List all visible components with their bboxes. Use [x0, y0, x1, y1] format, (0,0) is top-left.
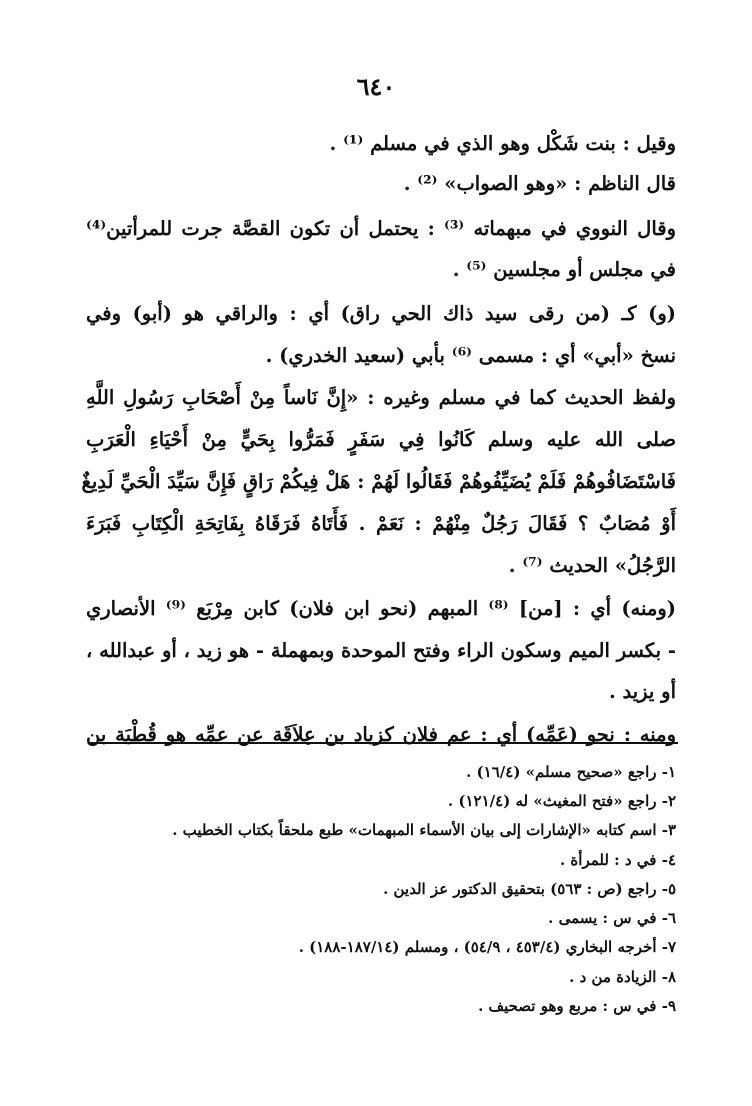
text-line: - بكسر الميم وسكون الراء وفتح الموحدة وبمهملة - هو زيد ، أو عبدالله ،: [86, 639, 676, 662]
text-line: (ومنه) أي : [من] ⁽⁸⁾ المبهم (نحو ابن فلان) كابن مِرْبَع ⁽⁹⁾ الأنصاري: [86, 597, 676, 620]
text-line: ومنه : نحو (عَمِّه) أي : عم فلان كزياد بن عِلاَقَة عن عمِّه هو قُطْبَة بن: [86, 723, 676, 746]
text-line: وقيل : بنت شَكْل وهو الذي في مسلم ⁽¹⁾ .: [329, 132, 676, 155]
footnote: ١- راجع «صحيح مسلم» (١٦/٤) .: [466, 763, 676, 781]
page-number: ٦٤٠: [356, 72, 396, 101]
text-line: (و) كـ (من رقى سيد ذاك الحي راق) أي : والراقي هو (أبو) وفي: [86, 302, 676, 325]
footnote: ٢- راجع «فتح المغيث» له (١٢١/٤) .: [447, 792, 676, 810]
footnote: ٤- في د : للمرأة .: [559, 851, 676, 869]
footnote: ٩- في س : مربع وهو تصحيف .: [478, 997, 676, 1015]
footnote-divider: [88, 742, 678, 744]
text-line: فَاسْتَضَافُوهُمْ فَلَمْ يُضَيِّفُوهُمْ فَقَالُوا لَهُمْ : هَلْ فِيكُمْ رَاقٍ فَإِنَّ سَيِّدَ الْحَيِّ لَدِيغٌ: [81, 470, 676, 493]
text-line: صلى الله عليه وسلم كَانُوا فِي سَفَرٍ فَمَرُّوا بِحَيٍّ مِنْ أَحْيَاءِ الْعَرَبِ: [86, 428, 676, 451]
text-line: نسخ «أبي» أي : مسمى ⁽⁶⁾ بأبي (سعيد الخدري) .: [265, 344, 676, 367]
footnote: ٦- في س : يسمى .: [548, 909, 676, 927]
text-line: ولفظ الحديث كما في مسلم وغيره : «إِنَّ نَاساً مِنْ أَصْحَابِ رَسُولِ اللَّهِ: [86, 386, 676, 409]
text-line: قال الناظم : «وهو الصواب» ⁽²⁾ .: [403, 172, 676, 195]
text-line: الرَّجُلُ» الحديث ⁽⁷⁾ .: [508, 554, 676, 577]
footnote: ٣- اسم كتابه «الإشارات إلى بيان الأسماء المبهمات» طبع ملحقاً بكتاب الخطيب .: [172, 821, 676, 839]
text-line: في مجلس أو مجلسين ⁽⁵⁾ .: [452, 258, 676, 281]
footnote: ٨- الزيادة من د .: [569, 968, 676, 986]
footnote: ٧- أخرجه البخاري (٤٥٣/٤ ، ٥٤/٩) ، ومسلم (١٨٧/١٤-١٨٨) .: [298, 938, 676, 956]
text-line: وقال النووي في مبهماته ⁽³⁾ : يحتمل أن تكون القصَّة جرت للمرأتين⁽⁴⁾: [86, 217, 676, 240]
text-line: أو يزيد .: [608, 680, 676, 703]
text-line: أَوْ مُصَابٌ ؟ فَقَالَ رَجُلٌ مِنْهُمْ : نَعَمْ . فَأَتَاهُ فَرَقَاهُ بِفَاتِحَةِ الْكِتَابِ فَبَرَءَ: [86, 512, 676, 535]
footnote: ٥- راجع (ص : ٥٦٣) بتحقيق الدكتور عز الدين .: [383, 880, 676, 898]
